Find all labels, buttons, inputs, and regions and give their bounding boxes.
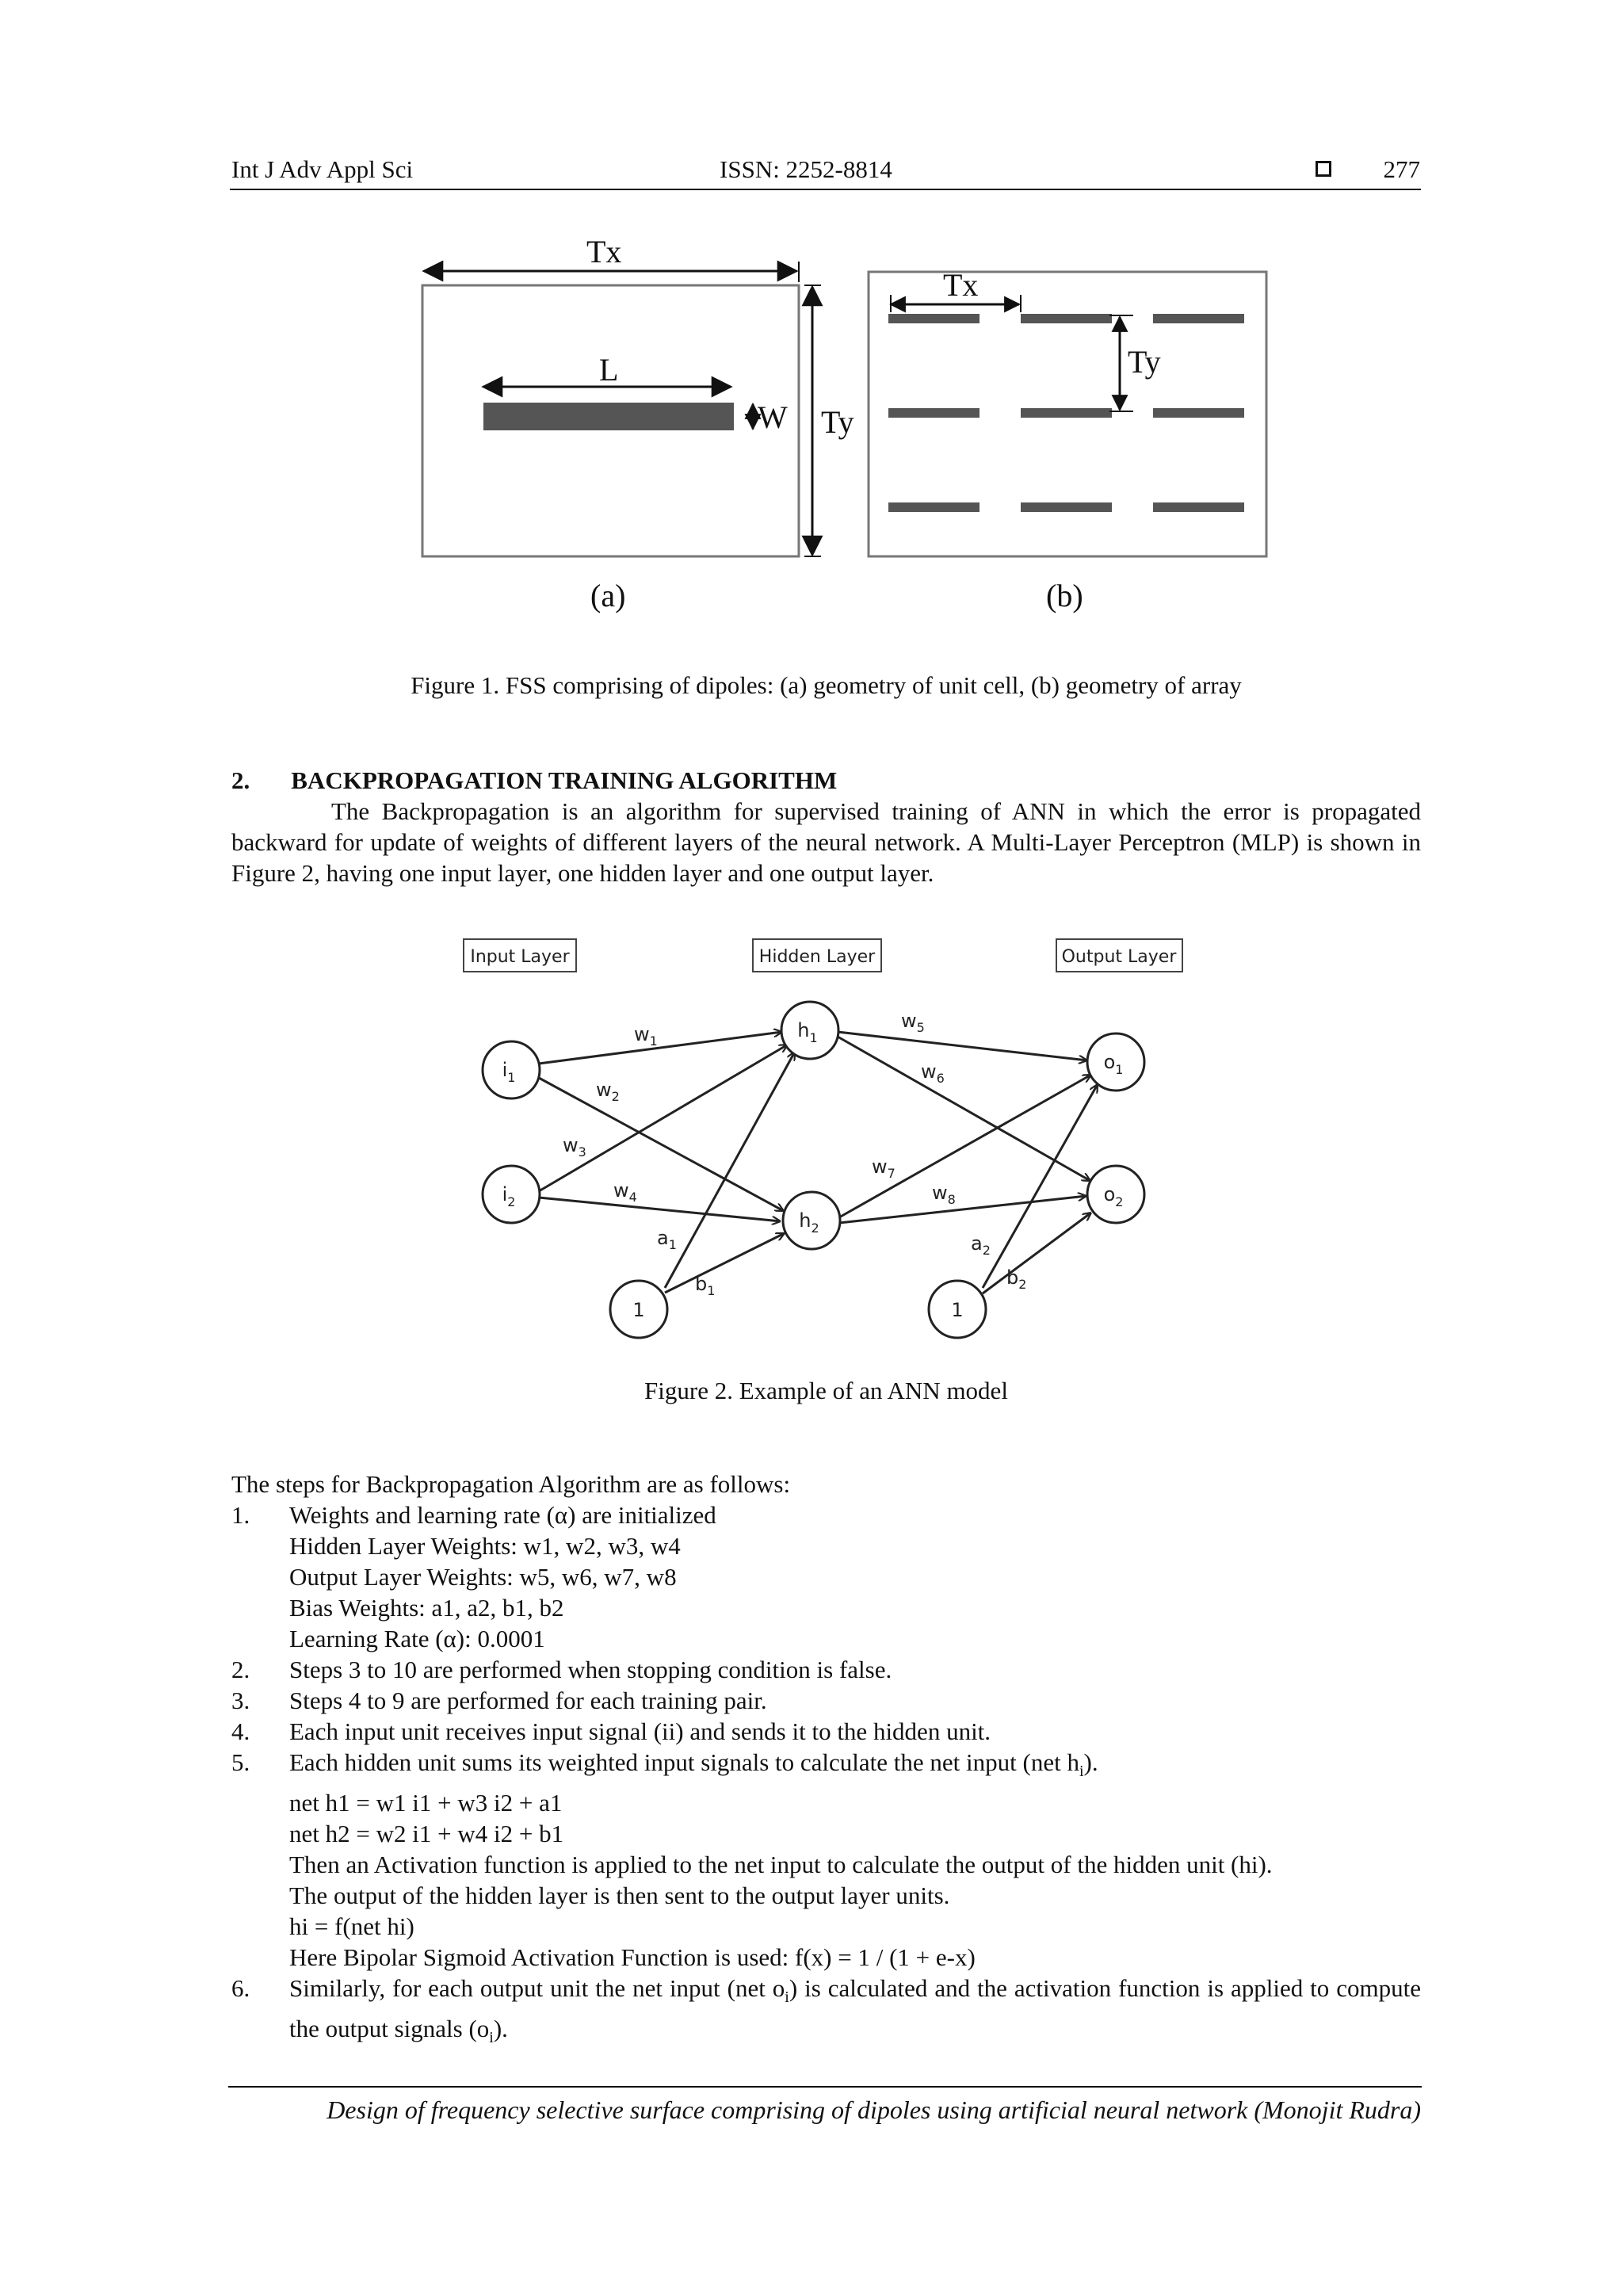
step-1-detail-2: Output Layer Weights: w5, w6, w7, w8	[289, 1563, 677, 1591]
label-tx-a: Tx	[586, 234, 622, 269]
panel-label-b: (b)	[1046, 578, 1083, 613]
edge-h1-o1	[838, 1032, 1087, 1060]
step-4	[231, 1716, 1421, 1747]
node-label-h2: $h_2$	[799, 1209, 819, 1236]
footer-rule	[228, 2086, 1422, 2088]
steps-list	[231, 1469, 1421, 2054]
dipole-array-element	[888, 502, 980, 512]
panel-label-a: (a)	[590, 578, 626, 613]
edge-b2-o2	[983, 1213, 1091, 1293]
figure-1	[0, 0, 1623, 634]
step-number: 4.	[231, 1717, 250, 1745]
node-label-o1: $o_1$	[1103, 1051, 1124, 1077]
step-number: 2.	[231, 1656, 250, 1683]
weight-label-w7: $w_7$	[872, 1156, 896, 1181]
section-heading	[231, 765, 1421, 796]
dipole-array-element	[1153, 408, 1244, 418]
edge-i1-h1	[539, 1032, 782, 1064]
edge-h2-o1	[839, 1075, 1091, 1217]
section-title: BACKPROPAGATION TRAINING ALGORITHM	[291, 766, 838, 794]
dipole-array-element	[1153, 502, 1244, 512]
dipole-array-element	[1021, 408, 1112, 418]
weight-label-a2: $a_2$	[971, 1232, 991, 1258]
weight-label-w5: $w_5$	[901, 1010, 925, 1035]
label-ty-b: Ty	[1128, 344, 1161, 380]
weight-label-w6: $w_6$	[921, 1060, 945, 1086]
edge-b1-h2	[665, 1233, 785, 1293]
figure-1-panel-a	[422, 234, 854, 613]
weight-label-a1: $a_1$	[657, 1227, 677, 1252]
figure-2-ann-diagram	[0, 927, 1623, 1371]
dipole-array-element	[1021, 314, 1112, 323]
edge-i2-h1	[539, 1045, 788, 1191]
step-5-detail-3: Then an Activation function is applied to the net input to calculate the output of the hidden unit (hi).	[289, 1851, 1273, 1879]
node-label-o2: $o_2$	[1103, 1183, 1124, 1209]
weight-label-w2: $w_2$	[596, 1079, 620, 1104]
node-label-h1: $h_1$	[797, 1019, 818, 1045]
step-5-detail-4: The output of the hidden layer is then sent to the output layer units.	[289, 1881, 950, 1910]
running-footer: Design of frequency selective surface comprising of dipoles using artificial neural network (Monojit Rudra)	[327, 2095, 1421, 2124]
edge-h2-o2	[839, 1196, 1086, 1223]
figure-1-caption: Figure 1. FSS comprising of dipoles: (a) geometry of unit cell, (b) geometry of array	[411, 671, 1242, 699]
node-label-i1: $i_1$	[502, 1059, 516, 1085]
node-label-i2: $i_2$	[502, 1183, 516, 1209]
step-number: 6.	[231, 1974, 250, 2003]
step-number: 5.	[231, 1748, 250, 1776]
weight-label-w1: $w_1$	[634, 1023, 658, 1049]
step-number: 3.	[231, 1687, 250, 1714]
step-5	[231, 1747, 1421, 1973]
svg-text:Input Layer: Input Layer	[470, 947, 570, 967]
step-1-detail-1: Hidden Layer Weights: w1, w2, w3, w4	[289, 1532, 681, 1560]
dipole-array-element	[1021, 502, 1112, 512]
weight-label-w4: $w_4$	[613, 1179, 637, 1205]
label-l: L	[599, 352, 619, 388]
label-tx-b: Tx	[943, 267, 979, 303]
step-number: 1.	[231, 1501, 250, 1529]
step-text: Steps 3 to 10 are performed when stopping condition is false.	[289, 1656, 892, 1683]
step-text: Weights and learning rate (α) are initialized	[289, 1501, 716, 1529]
step-text: Similarly, for each output unit the net input (net $o_i$) is calculated and the activation function is applied to compute the output signals $(o_i)$.	[289, 1974, 1421, 2047]
step-text: Steps 4 to 9 are performed for each training pair.	[289, 1687, 767, 1714]
page-number: 277	[1383, 155, 1420, 183]
step-2	[231, 1654, 1421, 1685]
figure-2-caption: Figure 2. Example of an ANN model	[644, 1377, 1008, 1404]
step-text: Each hidden unit sums its weighted input signals to calculate the net input (net $h_i$).	[289, 1748, 1098, 1781]
step-5-detail-2: net h2 = w2 i1 + w4 i2 + b1	[289, 1820, 564, 1848]
running-header-issn: ISSN: 2252-8814	[720, 155, 892, 183]
step-5-detail-5: hi = f(net hi)	[289, 1912, 414, 1941]
section-paragraph: The Backpropagation is an algorithm for supervised training of ANN in which the error is propagated backward for update of weights of different layers of the neural network. A Multi-Layer Perceptron (MLP) is shown in Figure 2, having one input layer, one hidden layer and one output layer.	[231, 797, 1421, 887]
node-label-bias2: 1	[951, 1299, 964, 1321]
figure-1-panel-b	[869, 267, 1266, 613]
step-1-detail-3: Bias Weights: a1, a2, b1, b2	[289, 1594, 564, 1622]
dipole-array-element	[888, 408, 980, 418]
edge-b2-o1	[983, 1084, 1098, 1288]
svg-text:Output Layer: Output Layer	[1061, 947, 1177, 967]
node-label-bias1: 1	[632, 1299, 645, 1321]
label-ty-a: Ty	[821, 404, 854, 440]
layer-label-output	[1056, 939, 1182, 972]
edge-i2-h2	[539, 1198, 781, 1221]
dipole-array-element	[888, 314, 980, 323]
running-header-journal: Int J Adv Appl Sci	[231, 155, 414, 183]
layer-label-hidden	[753, 939, 881, 972]
step-6	[231, 1973, 1421, 2053]
layer-label-input	[464, 939, 576, 972]
step-1	[231, 1499, 1421, 1654]
dipole-array-element	[1153, 314, 1244, 323]
weight-label-w8: $w_8$	[932, 1182, 956, 1207]
weight-label-w3: $w_3$	[563, 1134, 586, 1159]
step-text: Each input unit receives input signal (ii) and sends it to the hidden unit.	[289, 1717, 991, 1745]
steps-intro: The steps for Backpropagation Algorithm are as follows:	[231, 1470, 791, 1498]
step-5-detail-1: net h1 = w1 i1 + w3 i2 + a1	[289, 1789, 563, 1817]
section-number: 2.	[231, 766, 250, 794]
svg-text:Hidden Layer: Hidden Layer	[758, 947, 876, 967]
edge-b1-h1	[665, 1052, 795, 1288]
weight-label-b1: $b_1$	[695, 1273, 716, 1298]
dipole-strip	[483, 403, 734, 430]
step-1-detail-4: Learning Rate (α): 0.0001	[289, 1625, 545, 1652]
label-w: W	[758, 399, 788, 435]
step-5-detail-6: Here Bipolar Sigmoid Activation Function is used: f(x) = 1 / (1 + e-x)	[289, 1943, 976, 1972]
weight-label-b2: $b_2$	[1006, 1266, 1027, 1292]
step-3	[231, 1685, 1421, 1716]
